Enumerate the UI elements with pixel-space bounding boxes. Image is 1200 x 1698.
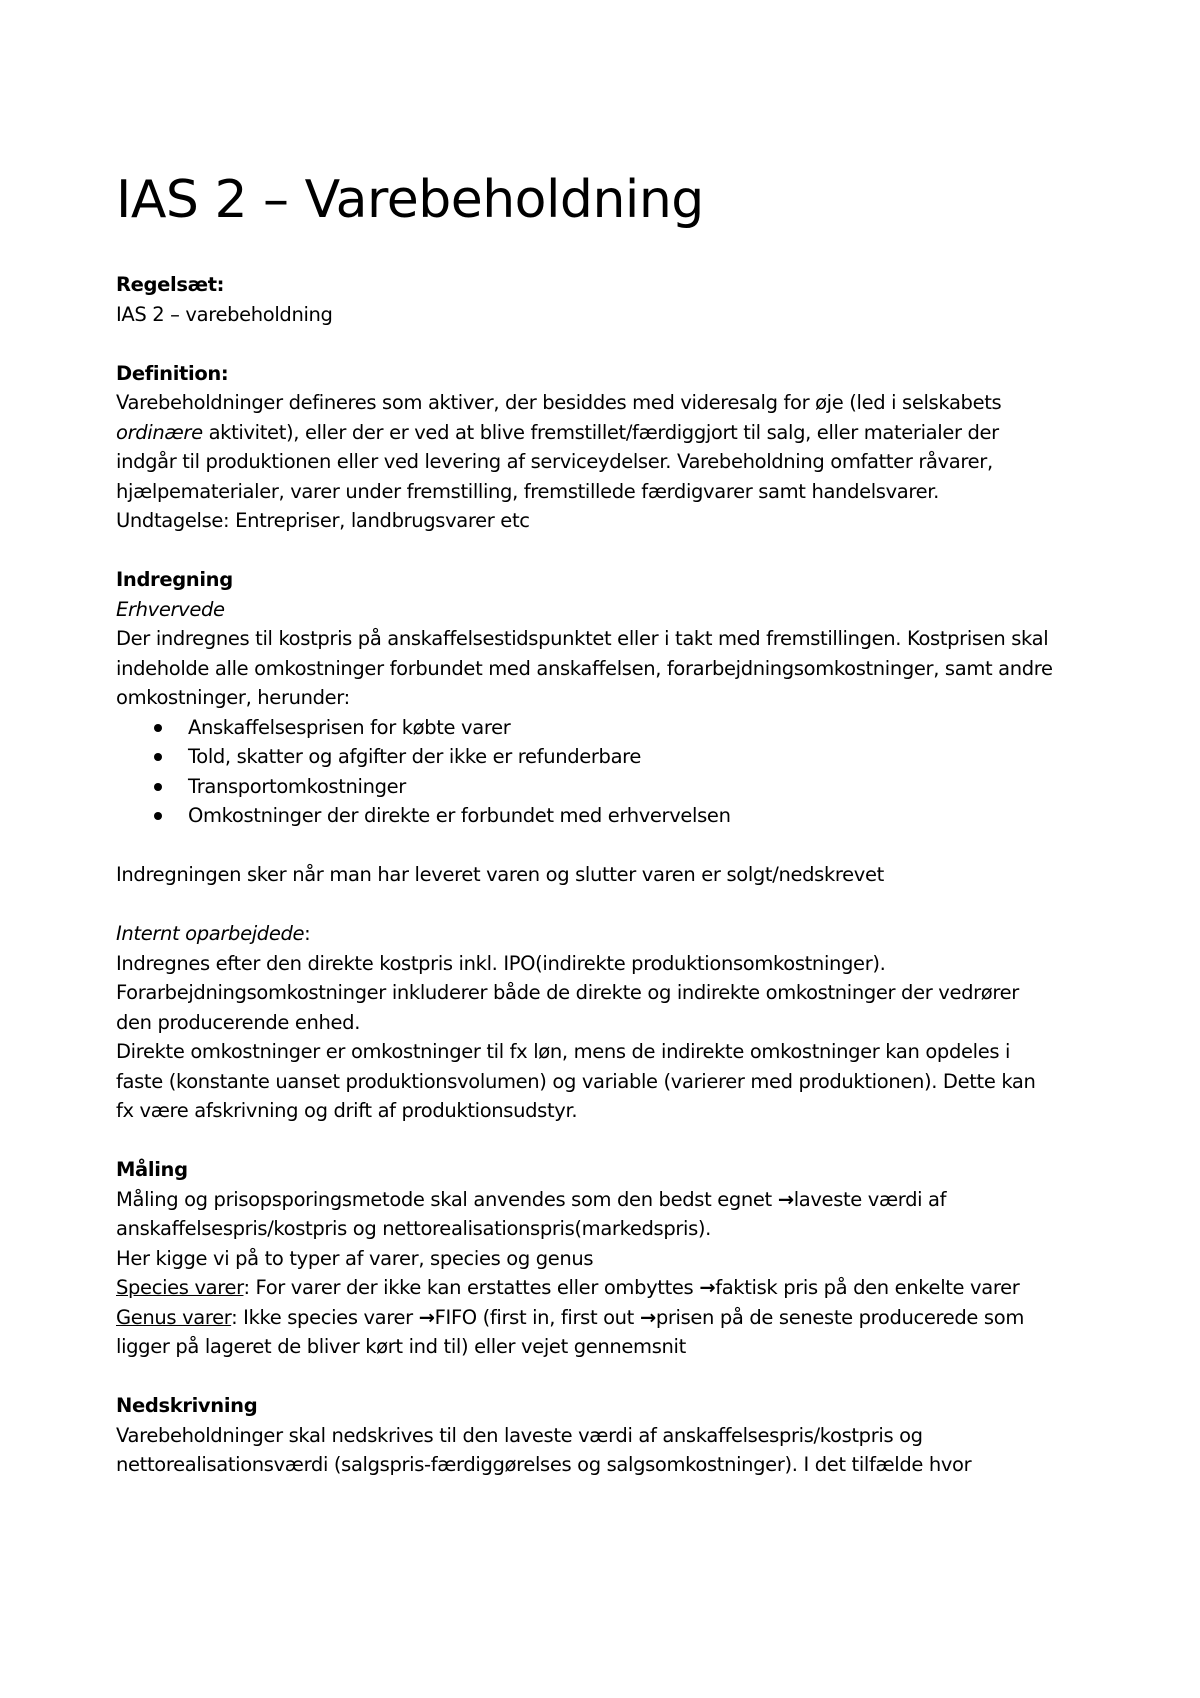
bullet-item — [116, 742, 1116, 772]
species-text: : For varer der ikke kan erstattes eller ombyttes — [243, 1276, 700, 1299]
maaling-line: Her kigge vi på to typer af varer, species og genus — [116, 1246, 594, 1270]
maaling-heading: Måling — [116, 1158, 188, 1181]
definition-line-rest: aktivitet), eller der er ved at blive fremstillet/færdiggjort til salg, eller materialer der — [202, 420, 999, 444]
arrow-right-icon: → — [699, 1276, 716, 1299]
definition-italic-word: ordinære — [116, 420, 203, 444]
internt-line: Indregnes efter den direkte kostpris inkl. IPO(indirekte produktionsomkostninger). — [116, 951, 886, 975]
internt-line: fx være afskrivning og drift af produktionsudstyr. — [116, 1099, 578, 1122]
bullet-icon — [154, 812, 162, 820]
indregning-line: omkostninger, herunder: — [116, 686, 350, 709]
internt-line: Direkte omkostninger er omkostninger til fx løn, mens de indirekte omkostninger kan opdeles i — [116, 1040, 1011, 1063]
internt-subheading: Internt oparbejdede — [116, 922, 305, 945]
genus-text: FIFO (first in, first out — [434, 1305, 640, 1329]
arrow-right-icon: → — [777, 1187, 794, 1211]
bullet-icon — [154, 753, 162, 761]
genus-text: prisen på de seneste producerede som — [655, 1305, 1024, 1329]
maaling-text: laveste værdi af — [793, 1187, 947, 1211]
nedskrivning-line: nettorealisationsværdi (salgspris-færdiggørelses og salgsomkostninger). I det tilfælde hvor — [116, 1453, 972, 1476]
nedskrivning-line: Varebeholdninger skal nedskrives til den laveste værdi af anskaffelsespris/kostpris og — [116, 1423, 923, 1447]
genus-text: : Ikke species varer — [231, 1305, 419, 1329]
indregning-line: indeholde alle omkostninger forbundet med anskaffelsen, forarbejdningsomkostninger, samt andre — [116, 656, 1053, 680]
regelsaet-text: IAS 2 – varebeholdning — [116, 302, 333, 326]
species-text: faktisk pris på den enkelte varer — [715, 1276, 1020, 1299]
arrow-right-icon: → — [418, 1305, 435, 1329]
definition-line: Varebeholdninger defineres som aktiver, der besiddes med videresalg for øje (led i selskabets — [116, 391, 1002, 414]
bullet-text: Transportomkostninger — [188, 774, 406, 798]
species-label: Species varer — [116, 1276, 244, 1299]
bullet-text: Told, skatter og afgifter der ikke er refunderbare — [188, 745, 642, 768]
definition-line: hjælpematerialer, varer under fremstilling, fremstillede færdigvarer samt handelsvarer. — [116, 479, 940, 503]
maaling-text: Måling og prisopsporingsmetode skal anvendes som den bedst egnet — [116, 1187, 778, 1211]
bullet-icon — [154, 783, 162, 791]
indregning-after: Indregningen sker når man har leveret varen og slutter varen er solgt/nedskrevet — [116, 863, 884, 886]
indregning-line: Der indregnes til kostpris på anskaffelsestidspunktet eller i takt med fremstillingen. Kostprisen skal — [116, 627, 1049, 650]
nedskrivning-heading: Nedskrivning — [116, 1394, 258, 1417]
bullet-item — [116, 801, 1116, 831]
internt-line: den producerende enhed. — [116, 1010, 361, 1034]
bullet-item — [116, 713, 1116, 743]
document-body — [116, 270, 1116, 1480]
bullet-text: Anskaffelsesprisen for købte varer — [188, 715, 511, 739]
erhvervede-subheading: Erhvervede — [116, 597, 225, 621]
maaling-line — [116, 1185, 1116, 1215]
maaling-line: anskaffelsespris/kostpris og nettorealisationspris(markedspris). — [116, 1217, 712, 1240]
internt-line: faste (konstante uanset produktionsvolumen) og variable (varierer med produktionen). Dette kan — [116, 1069, 1036, 1093]
internt-line: Forarbejdningsomkostninger inkluderer både de direkte og indirekte omkostninger der vedrører — [116, 981, 1019, 1004]
genus-line — [116, 1303, 1116, 1333]
cost-bullet-list — [116, 713, 1116, 831]
regelsaet-heading: Regelsæt: — [116, 273, 225, 296]
internt-heading-line — [116, 919, 1116, 949]
definition-line: indgår til produktionen eller ved levering af serviceydelser. Varebeholdning omfatter råvarer, — [116, 450, 993, 473]
bullet-icon — [154, 724, 162, 732]
arrow-right-icon: → — [639, 1305, 656, 1329]
indregning-heading: Indregning — [116, 568, 233, 591]
definition-line — [116, 418, 1116, 448]
internt-colon: : — [304, 922, 311, 945]
species-line — [116, 1273, 1116, 1303]
definition-line: Undtagelse: Entrepriser, landbrugsvarer etc — [116, 509, 530, 532]
genus-label: Genus varer — [116, 1305, 232, 1329]
maaling-line: ligger på lageret de bliver kørt ind til) eller vejet gennemsnit — [116, 1335, 686, 1358]
bullet-text: Omkostninger der direkte er forbundet med erhvervelsen — [188, 804, 731, 827]
definition-heading: Definition: — [116, 361, 229, 385]
bullet-item — [116, 772, 1116, 802]
page-title: IAS 2 – Varebeholdning — [116, 170, 704, 230]
